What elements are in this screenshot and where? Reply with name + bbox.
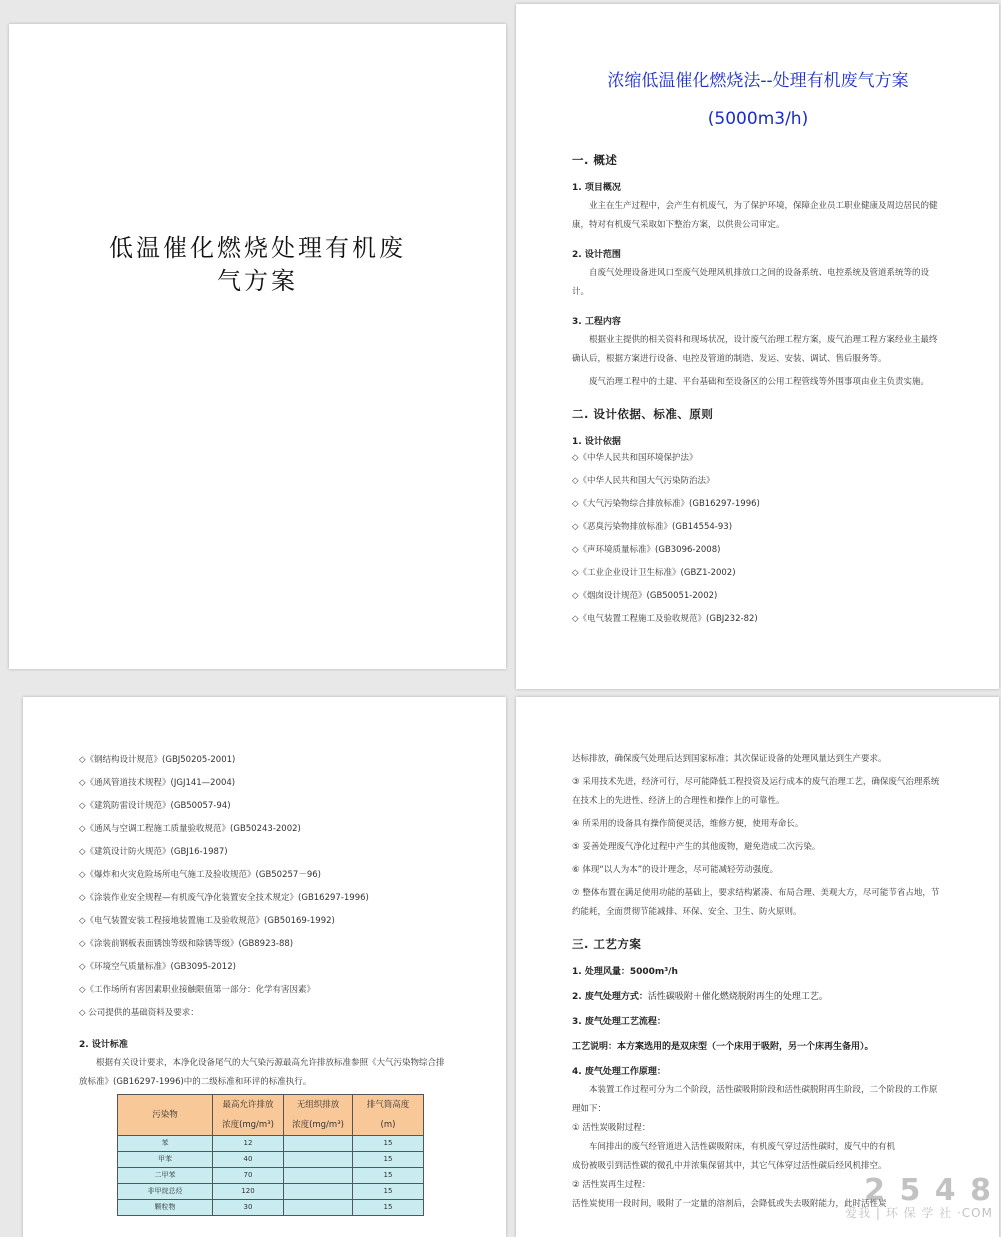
principle-item-4: ④ 所采用的设备具有操作简便灵活，维修方便，使用寿命长。: [572, 819, 804, 829]
table-row: [118, 1152, 424, 1168]
watermark-logo: 2 5 4 8: [864, 1173, 993, 1208]
standards-list-item: ◇《电气装置安装工程接地装置施工及验收规范》(GB50169-1992): [79, 916, 335, 926]
project-content-text: 根据业主提供的相关资料和现场状况，设计废气治理工程方案，废气治理工程方案经业主最终确认后，根据方案进行设备、电控及管道的制造、发运、安装、调试、售后服务等。: [572, 335, 938, 364]
standards-page: [23, 697, 506, 1237]
overview-page: [516, 4, 999, 689]
principle-item-5: ⑤ 妥善处理废气净化过程中产生的其他废物，避免造成二次污染。: [572, 842, 821, 852]
stack-height-cell: 15: [353, 1136, 424, 1152]
pollutant-cell: 甲苯: [118, 1152, 213, 1168]
regeneration-text: 活性炭使用一段时间，吸附了一定量的溶剂后，会降低或失去吸附能力，此时活性炭: [572, 1199, 887, 1209]
regeneration-heading: ② 活性炭再生过程：: [572, 1180, 651, 1190]
fugitive-concentration-cell: [284, 1200, 353, 1216]
principle-continued-text: 达标排放，确保废气处理后达到国家标准；其次保证设备的处理风量达到生产要求。: [572, 754, 887, 764]
basis-list-item: ◇《大气污染物综合排放标准》(GB16297-1996): [572, 499, 760, 509]
project-overview-heading: 1. 项目概况: [572, 183, 621, 193]
section-process-heading: 三. 工艺方案: [572, 937, 642, 951]
standards-list-item: ◇《建筑设计防火规范》(GBJ16-1987): [79, 847, 228, 857]
document-title-line2: (5000m3/h): [707, 109, 809, 129]
standards-list-item: ◇《涂装前钢板表面锈蚀等级和除锈等级》(GB8923-88): [79, 939, 294, 949]
max-concentration-cell: 40: [213, 1152, 284, 1168]
standards-list-item: ◇《通风与空调工程施工质量验收规范》(GB50243-2002): [79, 824, 301, 834]
pollutant-cell: 苯: [118, 1136, 213, 1152]
table-row: [118, 1168, 424, 1184]
cover-title-line2: 气方案: [217, 267, 298, 295]
basis-list-item: ◇《恶臭污染物排放标准》(GB14554-93): [572, 522, 733, 532]
principle-item-7: ⑦ 整体布置在满足使用功能的基础上，要求结构紧凑、布局合理、美观大方，尽可能节省占地，节约能耗，全面贯彻节能减排、环保、安全、卫生、防火原则。: [572, 888, 940, 917]
air-volume-line: 1. 处理风量：5000m³/h: [572, 967, 678, 977]
section-basis-heading: 二. 设计依据、标准、原则: [572, 407, 714, 421]
stack-height-cell: 15: [353, 1152, 424, 1168]
principle-item-6: ⑥ 体现“以人为本”的设计理念，尽可能减轻劳动强度。: [572, 865, 779, 875]
basis-list-item: ◇《烟囱设计规范》(GB50051-2002): [572, 591, 718, 601]
standards-list-item: ◇《钢结构设计规范》(GBJ50205-2001): [79, 755, 236, 765]
pollutant-cell: 非甲烷总烃: [118, 1184, 213, 1200]
section-overview-heading: 一. 概述: [572, 153, 618, 167]
max-concentration-cell: 120: [213, 1184, 284, 1200]
document-title: [572, 62, 944, 138]
max-concentration-cell: 12: [213, 1136, 284, 1152]
table-row: [118, 1200, 424, 1216]
adsorption-heading: ① 活性炭吸附过程：: [572, 1123, 651, 1133]
design-standard-text: 根据有关设计要求，本净化设备尾气的大气染污源最高允许排放标准参照《大气污染物综合排放标准》(GB16297-1996)中的二级标准和环评的标准执行。: [79, 1058, 445, 1087]
cover-title: [9, 232, 506, 298]
header-pollutant: 污染物: [118, 1095, 213, 1136]
adsorption-text-2: 成份被吸引到活性碳的微孔中并浓集保留其中，其它气体穿过活性碳后经风机排空。: [572, 1161, 887, 1171]
project-content-text-2: 废气治理工程中的土建、平台基础和至设备区的公用工程管线等外围事项由业主负责实施。: [589, 377, 930, 387]
cover-page: [9, 24, 506, 669]
table-row: [118, 1136, 424, 1152]
fugitive-concentration-cell: [284, 1168, 353, 1184]
standards-list-item: ◇《建筑防雷设计规范》(GB50057-94): [79, 801, 231, 811]
header-fugitive-concentration: [284, 1095, 353, 1136]
design-scope-heading: 2. 设计范围: [572, 250, 621, 260]
standards-list-item: ◇《环境空气质量标准》(GB3095-2012): [79, 962, 236, 972]
max-concentration-cell: 30: [213, 1200, 284, 1216]
project-content-heading: 3. 工程内容: [572, 317, 621, 327]
fugitive-concentration-cell: [284, 1152, 353, 1168]
basis-list: [572, 447, 944, 631]
document-title-line1: 浓缩低温催化燃烧法--处理有机废气方案: [607, 71, 909, 91]
basis-list-item: ◇《中华人民共和国环境保护法》: [572, 453, 698, 463]
basis-list-item: ◇《中华人民共和国大气污染防治法》: [572, 476, 715, 486]
fugitive-concentration-cell: [284, 1136, 353, 1152]
basis-list-item: ◇《电气装置工程施工及验收规范》(GBJ232-82): [572, 614, 758, 624]
header-stack-height-line2: (m): [380, 1120, 396, 1130]
watermark-subtitle: 爱我 | 环 保 学 社 ·COM: [845, 1206, 993, 1220]
cover-title-line1: 低温催化燃烧处理有机废: [109, 234, 406, 262]
standards-list-item: ◇《工作场所有害因素职业接触限值第一部分：化学有害因素》: [79, 985, 316, 995]
header-stack-height: [353, 1095, 424, 1136]
max-concentration-cell: 70: [213, 1168, 284, 1184]
site-watermark: [845, 1173, 993, 1221]
standards-list-item: ◇《爆炸和火灾危险场所电气施工及验收规范》(GB50257－96): [79, 870, 321, 880]
stack-height-cell: 15: [353, 1200, 424, 1216]
stack-height-cell: 15: [353, 1184, 424, 1200]
header-max-concentration: [213, 1095, 284, 1136]
pollutant-cell: 二甲苯: [118, 1168, 213, 1184]
treatment-method-line: [572, 989, 944, 1002]
design-scope-text: 自废气处理设备进风口至废气处理风机排放口之间的设备系统、电控系统及管道系统等的设计。: [572, 268, 930, 297]
fugitive-concentration-cell: [284, 1184, 353, 1200]
project-overview-text: 业主在生产过程中，会产生有机废气，为了保护环境，保障企业员工职业健康及周边居民的健康，特对有机废气采取如下整治方案，以供贵公司审定。: [572, 201, 938, 230]
header-max-concentration-line1: 最高允许排放: [222, 1100, 274, 1110]
standards-list-item: ◇《涂装作业安全规程—有机废气净化装置安全技术规定》(GB16297-1996): [79, 893, 369, 903]
header-fugitive-concentration-line1: 无组织排放: [296, 1100, 340, 1110]
pollutant-cell: 颗粒物: [118, 1200, 213, 1216]
treatment-method-label: 2. 废气处理方式：: [572, 992, 648, 1002]
basis-list-item: ◇《声环境质量标准》(GB3096-2008): [572, 545, 721, 555]
header-fugitive-concentration-line2: 浓度(mg/m³): [292, 1120, 344, 1130]
standards-list: [79, 749, 451, 1025]
process-note: 工艺说明：本方案选用的是双床型（一个床用于吸附，另一个床再生备用）。: [572, 1042, 874, 1052]
working-principle-text: 本装置工作过程可分为二个阶段，活性碳吸附阶段和活性碳脱附再生阶段，二个阶段的工作原理如下：: [572, 1085, 938, 1114]
process-flow-heading: 3. 废气处理工艺流程：: [572, 1017, 666, 1027]
basis-list-item: ◇《工业企业设计卫生标准》(GBZ1-2002): [572, 568, 736, 578]
process-page: [516, 697, 999, 1237]
header-stack-height-line1: 排气筒高度: [366, 1100, 410, 1110]
table-header-row: [118, 1095, 424, 1136]
treatment-method-text: 活性碳吸附＋催化燃烧脱附再生的处理工艺。: [647, 992, 828, 1002]
standards-list-item: ◇《通风管道技术规程》(JGJ141—2004): [79, 778, 236, 788]
header-max-concentration-line2: 浓度(mg/m³): [222, 1120, 274, 1130]
principle-item-3: ③ 采用技术先进，经济可行，尽可能降低工程投资及运行成本的废气治理工艺，确保废气治理系统在技术上的先进性、经济上的合理性和操作上的可靠性。: [572, 777, 940, 806]
stack-height-cell: 15: [353, 1168, 424, 1184]
adsorption-text: 车间排出的废气经管道进入活性碳吸附床，有机废气穿过活性碳时，废气中的有机: [589, 1142, 896, 1152]
design-standard-heading: 2. 设计标准: [79, 1040, 128, 1050]
table-row: [118, 1184, 424, 1200]
working-principle-heading: 4. 废气处理工作原理：: [572, 1067, 666, 1077]
standards-list-item: ◇ 公司提供的基础资料及要求：: [79, 1008, 199, 1018]
emission-standard-table: [117, 1094, 424, 1216]
design-basis-heading: 1. 设计依据: [572, 437, 621, 447]
